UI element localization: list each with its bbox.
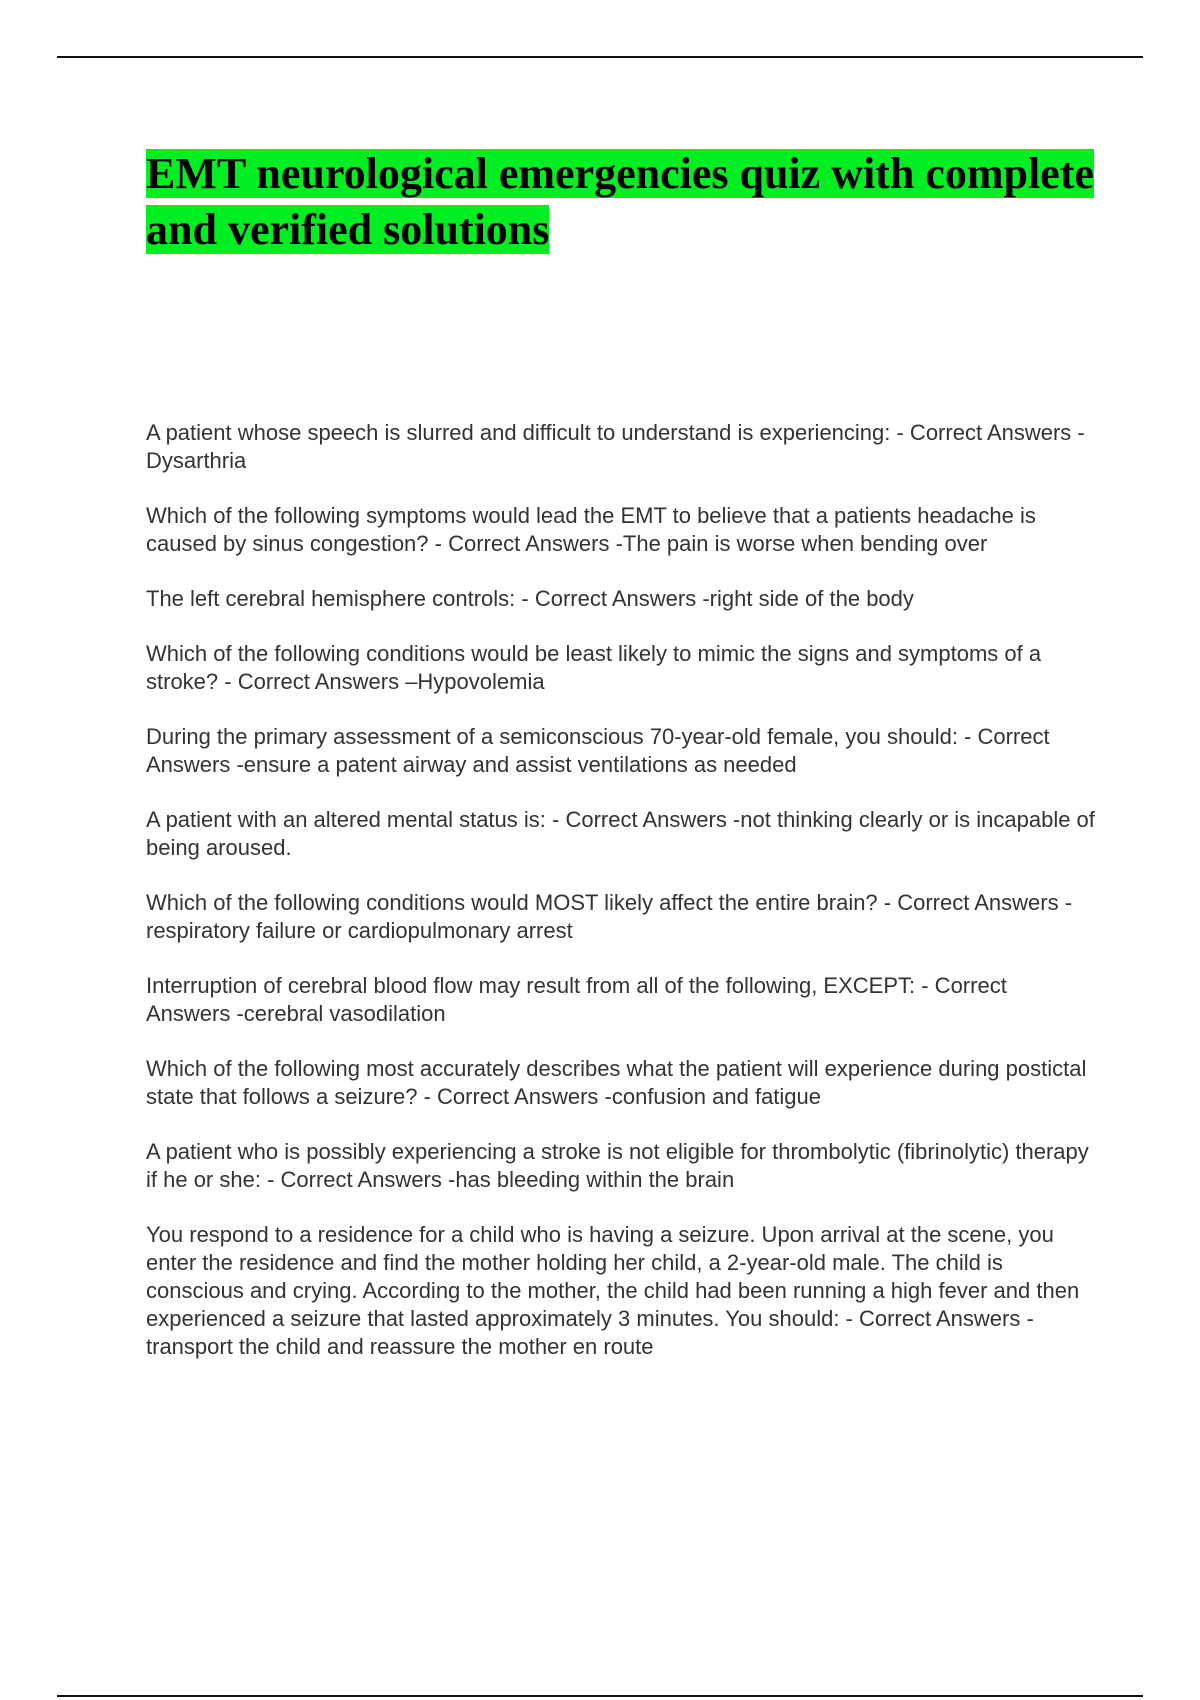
document-title (146, 146, 1096, 258)
qa-item: A patient with an altered mental status is: - Correct Answers -not thinking clearly or is incapable of being aroused. (146, 807, 1095, 860)
qa-item: Which of the following conditions would be least likely to mimic the signs and symptoms of a stroke? - Correct Answers –Hypovolemia (146, 641, 1042, 694)
qa-item: Interruption of cerebral blood flow may result from all of the following, EXCEPT: - Correct Answers -cerebral vasodilation (146, 973, 1007, 1026)
document-content (146, 146, 1096, 1388)
qa-item: During the primary assessment of a semiconscious 70-year-old female, you should: - Correct Answers -ensure a patent airway and assist ventilations as needed (146, 724, 1050, 777)
qa-item: Which of the following symptoms would lead the EMT to believe that a patients headache is caused by sinus congestion? - Correct Answers -The pain is worse when bending over (146, 503, 1036, 556)
qa-item: Which of the following conditions would MOST likely affect the entire brain? - Correct Answers -respiratory failure or cardiopulmonary arrest (146, 890, 1073, 943)
qa-item: Which of the following most accurately describes what the patient will experience during postictal state that follows a seizure? - Correct Answers -confusion and fatigue (146, 1056, 1087, 1109)
title-highlight: EMT neurological emergencies quiz with complete and verified solutions (146, 149, 1094, 254)
header-rule (57, 56, 1143, 58)
qa-item: The left cerebral hemisphere controls: - Correct Answers -right side of the body (146, 586, 914, 611)
footer-rule (57, 1695, 1143, 1697)
question-list (146, 419, 1096, 1361)
qa-item: You respond to a residence for a child who is having a seizure. Upon arrival at the scene, you enter the residence and find the mother holding her child, a 2-year-old male. The child is conscious and crying. According to the mother, the child had been running a high fever and then experienced a seizure that lasted approximately 3 minutes. You should: - Correct Answers -transport the child and reassure the mother en route (146, 1222, 1080, 1359)
qa-item: A patient who is possibly experiencing a stroke is not eligible for thrombolytic (fibrinolytic) therapy if he or she: - Correct Answers -has bleeding within the brain (146, 1139, 1089, 1192)
qa-item: A patient whose speech is slurred and difficult to understand is experiencing: - Correct Answers -Dysarthria (146, 420, 1085, 473)
